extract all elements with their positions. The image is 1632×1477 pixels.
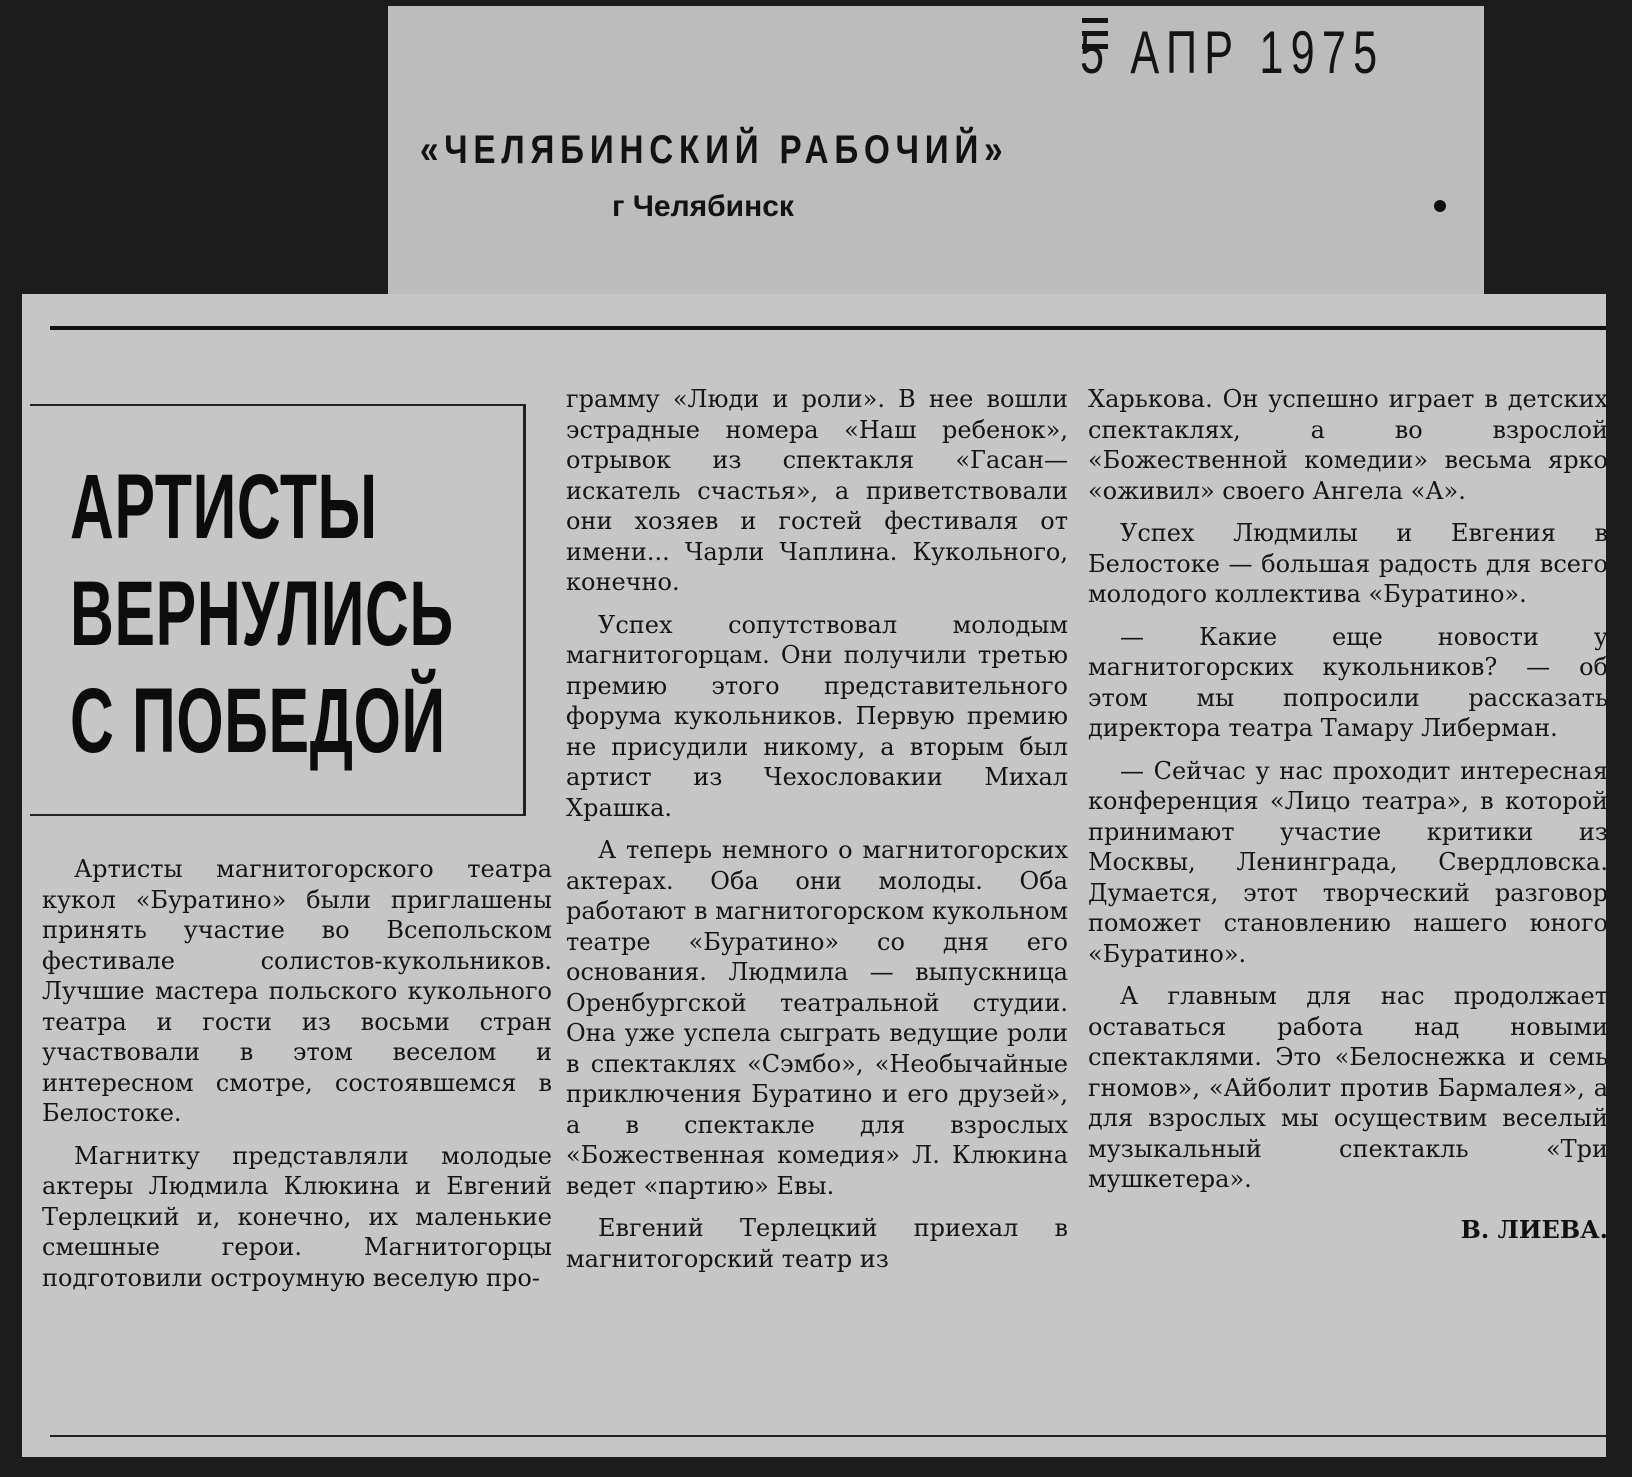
article-paragraph: А главным для нас продолжает оставаться работа над новыми спектаклями. Это «Белоснежка и семь гномов», «Айболит против Бармалея», а для взрослых мы осуществим веселый музыкальный спектакль «Три мушкетера». <box>1088 982 1608 1193</box>
bottom-rule <box>50 1435 1606 1437</box>
article-paragraph: грамму «Люди и роли». В нее вошли эстрадные номера «Наш ребенок», отрывок из спектакля «Гасан—искатель счастья», а приветствовали они хозяев и гостей фестиваля от имени... Чарли Чаплина. Кукольного, конечно. <box>566 385 1068 596</box>
top-rule <box>50 326 1606 330</box>
article-column-2 <box>566 384 1068 1286</box>
article-paragraph: Артисты магнитогорского театра кукол «Буратино» были приглашены принять участие во Всепольском фестивале солистов-кукольников. Лучшие мастера польского кукольного театра и гости из восьми стран участвовали в этом веселом и интересном смотре, состоявшемся в Белостоке. <box>42 855 552 1127</box>
newspaper-name: «ЧЕЛЯБИНСКИЙ РАБОЧИЙ» <box>420 128 1009 172</box>
article-paragraph: А теперь немного о магнитогорских актерах. Оба они молоды. Оба работают в магнитогорском кукольном театре «Буратино» со дня его основания. Людмила — выпускница Оренбургской театральной студии. Она уже успела сыграть ведущие роли в спектаклях «Сэмбо», «Необычайные приключения Буратино и его друзей», а в спектакле для взрослых «Божественная комедия» Л. Клюкина ведет «партию» Евы. <box>566 836 1068 1200</box>
headline <box>70 454 510 775</box>
article-paragraph: Успех Людмилы и Евгения в Белостоке — большая радость для всего молодого коллектива «Буратино». <box>1088 519 1608 608</box>
newspaper-city: г Челябинск <box>612 190 794 223</box>
article-column-1 <box>42 854 552 1305</box>
headline-line-1: АРТИСТЫ <box>70 456 378 558</box>
article-paragraph: Харькова. Он успешно играет в детских спектаклях, а во взрослой «Божественной комедии» весьма ярко «оживил» своего Ангела «А». <box>1088 385 1608 505</box>
article-paragraph: Евгений Терлецкий приехал в магнитогорский театр из <box>566 1214 1068 1273</box>
article-column-3 <box>1088 384 1608 1245</box>
ink-dot <box>1434 200 1446 212</box>
headline-line-3: С ПОБЕДОЙ <box>70 670 446 772</box>
article-paragraph: — Сейчас у нас проходит интересная конференция «Лицо театра», в которой принимают участие критики из Москвы, Ленинграда, Свердловска. Думается, этот творческий разговор поможет становлению нашего юного «Буратино». <box>1088 756 1608 968</box>
newspaper-clipping <box>22 294 1606 1457</box>
article-paragraph: Магнитку представляли молодые актеры Людмила Клюкина и Евгений Терлецкий и, конечно, их маленькие смешные герои. Магнитогорцы подготовили остроумную веселую про- <box>42 1141 552 1292</box>
article-author: В. ЛИЕВА. <box>1460 1214 1608 1244</box>
date-stamp: 5 АПР 1975 <box>1080 19 1385 86</box>
headline-line-2: ВЕРНУЛИСЬ <box>70 563 454 665</box>
headline-box <box>30 404 526 816</box>
article-paragraph: Успех сопутствовал молодым магнитогорцам. Они получили третью премию этого представительного форума кукольников. Первую премию не присудили никому, а вторым был артист из Чехословакии Михал Храшка. <box>566 610 1068 822</box>
article-paragraph: — Какие еще новости у магнитогорских кукольников? — об этом мы попросили рассказать директора театра Тамару Либерман. <box>1088 622 1608 742</box>
